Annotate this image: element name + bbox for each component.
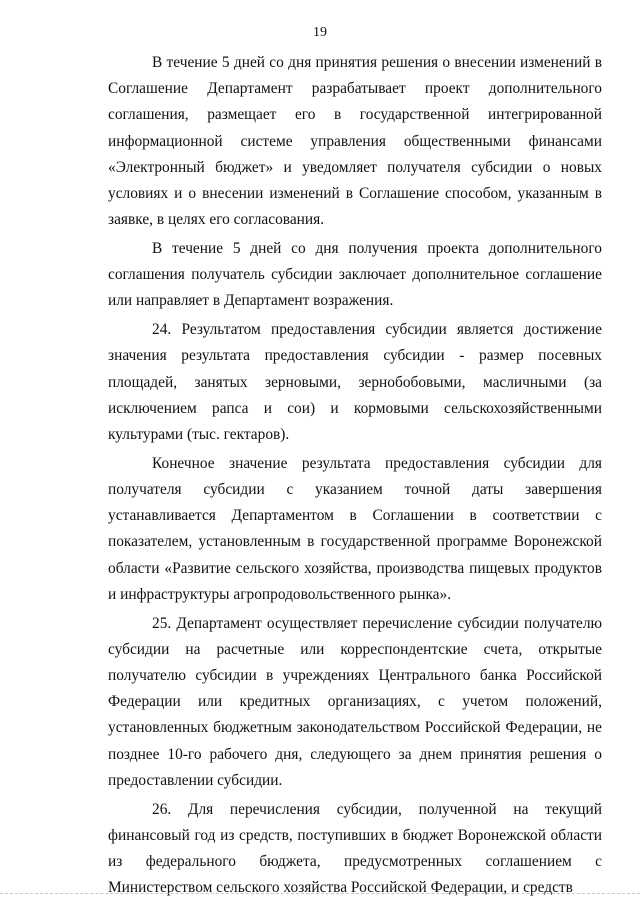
paragraph-final-value: Конечное значение результата предоставления субсидии для получателя субсидии с указанием точной даты завершения устанавливается Департаментом в Соглашении в соответствии с показателем, установленным в государственной программе Воронежской области «Развитие сельского хозяйства, производства пищевых продуктов и инфраструктуры агропродовольственного рынка». — [108, 454, 602, 603]
document-body — [108, 50, 602, 901]
page-number: 19 — [313, 25, 327, 40]
paragraph-agreement-changes: В течение 5 дней со дня принятия решения о внесении изменений в Соглашение Департамент разрабатывает проект дополнительного соглашения, размещает его в государственной интегрированной информационной системе управления общественными финансами «Электронный бюджет» и уведомляет получателя субсидии о новых условиях и о внесении изменений в Соглашение способом, указанным в заявке, в целях его согласования. — [108, 54, 602, 229]
page-bottom-divider — [0, 893, 640, 894]
paragraph-additional-agreement: В течение 5 дней со дня получения проекта дополнительного соглашения получатель субсидии заключает дополнительное соглашение или направляет в Департамент возражения. — [108, 240, 602, 310]
paragraph-clause-26: 26. Для перечисления субсидии, полученной на текущий финансовый год из средств, поступивших в бюджет Воронежской области из федерального бюджета, предусмотренных соглашением с Министерством сельского хозяйства Российской Федерации, и средств — [108, 800, 602, 897]
paragraph-clause-24: 24. Результатом предоставления субсидии является достижение значения результата предоставления субсидии - размер посевных площадей, занятых зерновыми, зернобобовыми, масличными (за исключением рапса и сои) и кормовыми сельскохозяйственными культурами (тыс. гектаров). — [108, 321, 602, 444]
paragraph-clause-25: 25. Департамент осуществляет перечисление субсидии получателю субсидии на расчетные или корреспондентские счета, открытые получателю субсидии в учреждениях Центрального банка Российской Федерации или кредитных организациях, с учетом положений, установленных бюджетным законодательством Российской Федерации, не позднее 10-го рабочего дня, следующего за днем принятия решения о предоставлении субсидии. — [108, 614, 602, 789]
